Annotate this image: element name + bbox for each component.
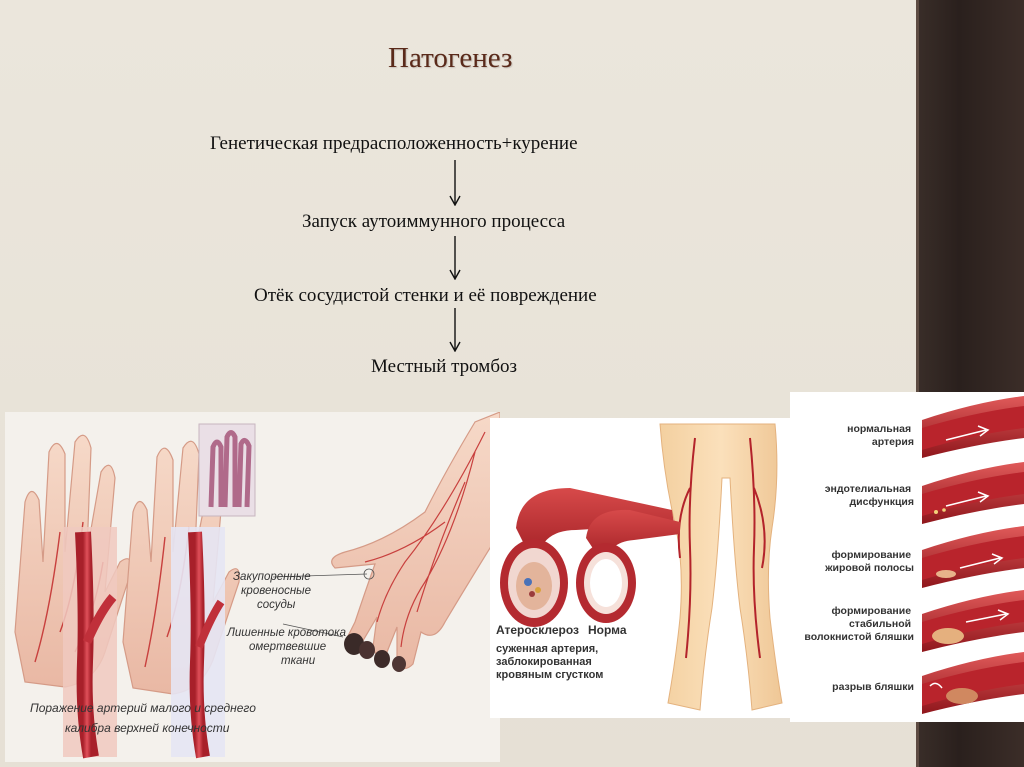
label-narrowed-artery: суженная артерия, заблокированная кровяным сгустком [496, 643, 604, 681]
hands-caption: Поражение артерий малого и среднего калибра верхней конечности [30, 701, 256, 735]
plaque-stages-arteries [916, 392, 1024, 722]
flow-arrow-2 [449, 236, 461, 280]
label-atherosclerosis: Атеросклероз [496, 623, 579, 637]
slide-title: Патогенез [388, 42, 513, 74]
label-norm: Норма [588, 623, 627, 637]
label-necrotic-tissue: Лишенные кровотока омертвевшие ткани [227, 627, 346, 667]
stage-label-fatty-streak: формирование жировой полосы [825, 549, 914, 574]
flow-step-2: Запуск аутоиммунного процесса [302, 211, 566, 232]
label-occluded-vessels: Закупоренные кровеносные сосуды [233, 571, 312, 611]
hands-illustration [5, 412, 500, 762]
flow-step-3: Отёк сосудистой стенки и её повреждение [254, 285, 597, 306]
stage-label-plaque-rupture: разрыв бляшки [832, 681, 914, 693]
plaque-stages-labels [790, 392, 916, 722]
flow-arrow-3 [449, 308, 461, 352]
legs-illustration [490, 418, 790, 718]
stage-label-normal-artery: нормальная артерия [847, 423, 914, 448]
flow-step-1: Генетическая предрасположенность+курение [210, 133, 578, 154]
stage-label-stable-plaque: формирование стабильной волокнистой бляшки [804, 605, 914, 643]
flow-step-4: Местный тромбоз [371, 356, 518, 377]
flow-arrow-1 [449, 160, 461, 206]
stage-label-endothelial-dysfunction: эндотелиальная дисфункция [824, 483, 914, 508]
